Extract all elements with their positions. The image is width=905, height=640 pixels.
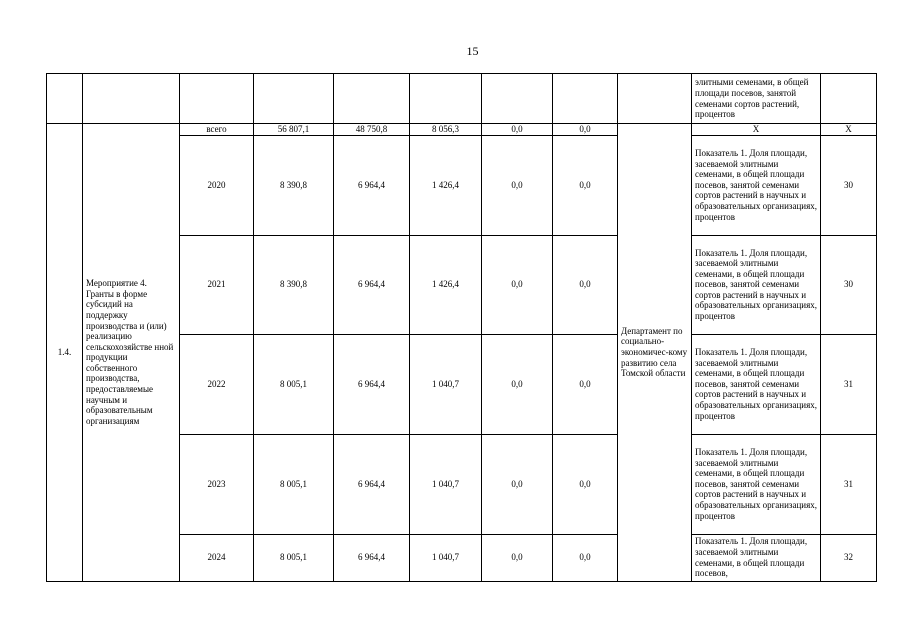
federal-cell: 6 964,4 xyxy=(334,334,410,434)
year-cell: 2020 xyxy=(180,135,254,235)
cell-empty xyxy=(482,74,553,124)
program-table xyxy=(46,73,877,582)
local-cell: 0,0 xyxy=(482,235,553,334)
total-cell: 8 005,1 xyxy=(254,534,334,581)
local-cell: 0,0 xyxy=(482,434,553,534)
cell-empty xyxy=(334,74,410,124)
total-cell: 8 005,1 xyxy=(254,434,334,534)
regional-cell: 1 040,7 xyxy=(410,534,482,581)
value-cell: 30 xyxy=(821,135,877,235)
other-cell: 0,0 xyxy=(553,434,618,534)
other-cell: 0,0 xyxy=(553,534,618,581)
carryover-indicator: элитными семенами, в общей площади посевов, занятой семенами сортов растений, процентов xyxy=(692,74,821,124)
total-cell: 8 390,8 xyxy=(254,135,334,235)
cell-empty xyxy=(180,74,254,124)
regional-cell: 1 426,4 xyxy=(410,235,482,334)
cell-empty xyxy=(47,74,83,124)
cell-empty xyxy=(83,74,180,124)
cell-empty xyxy=(553,74,618,124)
regional-cell: 8 056,3 xyxy=(410,124,482,136)
indicator-cell: Показатель 1. Доля площади, засеваемой элитными семенами, в общей площади посевов, занятой семенами сортов растений в научных и образовательных организациях, процентов xyxy=(692,235,821,334)
other-cell: 0,0 xyxy=(553,124,618,136)
value-cell: X xyxy=(821,124,877,136)
total-cell: 8 005,1 xyxy=(254,334,334,434)
federal-cell: 6 964,4 xyxy=(334,135,410,235)
year-cell: 2021 xyxy=(180,235,254,334)
total-cell: 56 807,1 xyxy=(254,124,334,136)
federal-cell: 6 964,4 xyxy=(334,534,410,581)
federal-cell: 6 964,4 xyxy=(334,235,410,334)
other-cell: 0,0 xyxy=(553,334,618,434)
section-number: 1.4. xyxy=(47,124,83,582)
indicator-cell: X xyxy=(692,124,821,136)
value-cell: 31 xyxy=(821,334,877,434)
cell-empty xyxy=(821,74,877,124)
other-cell: 0,0 xyxy=(553,135,618,235)
carryover-row xyxy=(47,74,877,124)
indicator-cell: Показатель 1. Доля площади, засеваемой элитными семенами, в общей площади посевов, занятой семенами сортов растений в научных и образовательных организациях, процентов xyxy=(692,434,821,534)
cell-empty xyxy=(410,74,482,124)
other-cell: 0,0 xyxy=(553,235,618,334)
regional-cell: 1 040,7 xyxy=(410,434,482,534)
local-cell: 0,0 xyxy=(482,534,553,581)
year-cell: 2022 xyxy=(180,334,254,434)
federal-cell: 48 750,8 xyxy=(334,124,410,136)
cell-empty xyxy=(618,74,692,124)
value-cell: 32 xyxy=(821,534,877,581)
measure-name: Мероприятие 4. Гранты в форме субсидий на поддержку производства и (или) реализацию сельскохозяйстве нной продукции собственного производства, предоставляемые научным и образовательным организациям xyxy=(83,124,180,582)
value-cell: 30 xyxy=(821,235,877,334)
local-cell: 0,0 xyxy=(482,124,553,136)
local-cell: 0,0 xyxy=(482,334,553,434)
year-cell: 2024 xyxy=(180,534,254,581)
local-cell: 0,0 xyxy=(482,135,553,235)
federal-cell: 6 964,4 xyxy=(334,434,410,534)
year-cell: 2023 xyxy=(180,434,254,534)
total-row xyxy=(47,124,877,136)
regional-cell: 1 426,4 xyxy=(410,135,482,235)
indicator-cell: Показатель 1. Доля площади, засеваемой элитными семенами, в общей площади посевов, xyxy=(692,534,821,581)
executor: Департамент по социально-экономичес-кому развитию села Томской области xyxy=(618,124,692,582)
indicator-cell: Показатель 1. Доля площади, засеваемой элитными семенами, в общей площади посевов, занятой семенами сортов растений в научных и образовательных организациях, процентов xyxy=(692,135,821,235)
year-cell: всего xyxy=(180,124,254,136)
cell-empty xyxy=(254,74,334,124)
page-number: 15 xyxy=(466,44,479,58)
value-cell: 31 xyxy=(821,434,877,534)
indicator-cell: Показатель 1. Доля площади, засеваемой элитными семенами, в общей площади посевов, занятой семенами сортов растений в научных и образовательных организациях, процентов xyxy=(692,334,821,434)
total-cell: 8 390,8 xyxy=(254,235,334,334)
regional-cell: 1 040,7 xyxy=(410,334,482,434)
